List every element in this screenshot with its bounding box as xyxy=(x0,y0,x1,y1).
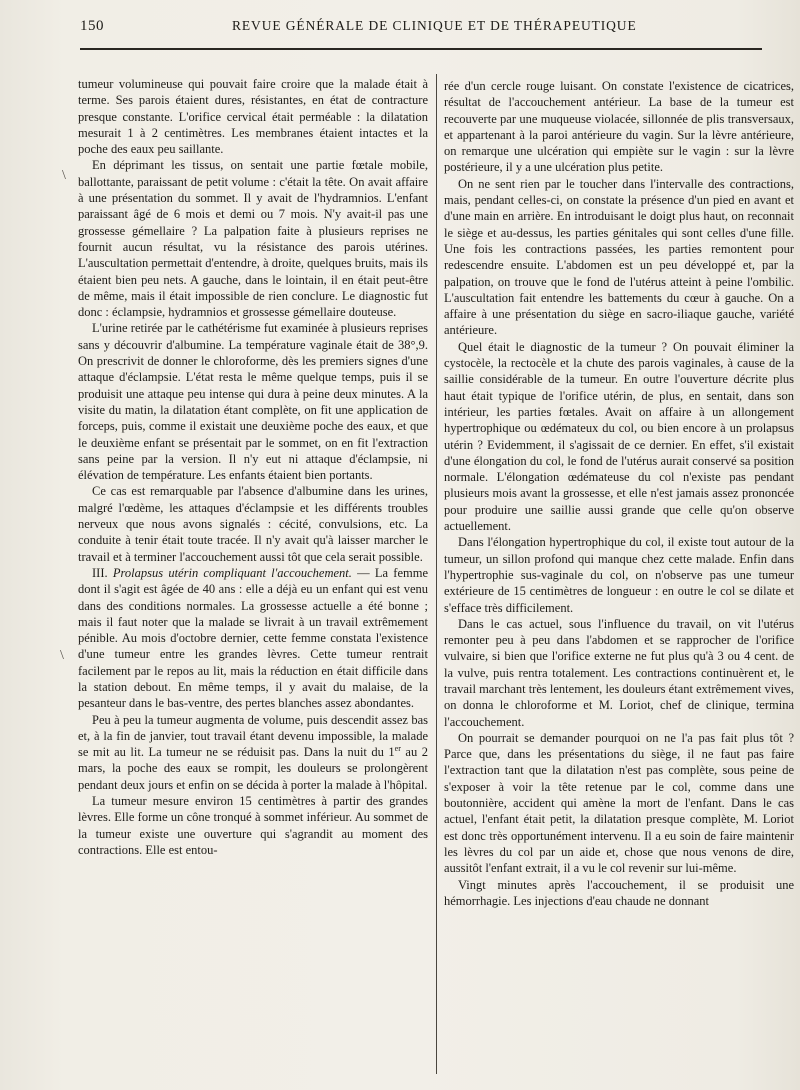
paragraph-text: Peu à peu la tumeur augmenta de volume, puis descendit assez bas et, à la fin de janvier, tout travail étant devenu impossible, la malade se mit au lit. La tumeur ne se réduisit pas. Dans la nuit du 1 xyxy=(78,712,428,760)
paragraph: La tumeur mesure environ 15 centimètres à partir des grandes lèvres. Elle forme un cône tronqué à sommet inférieur. Au sommet de la tumeur existe une ouverture qui s'agrandit au moment des contractions. Elle est entou- xyxy=(78,794,428,857)
paragraph: Quel était le diagnostic de la tumeur ? On pouvait éliminer la cystocèle, la rectocèle et la chute des parois vaginales, à cause de la saillie considérable de la tumeur. En outre l'ouverture décrite plus haut était typique de l'orifice utérin, de plus, en sentait, dans son intérieur, les parties fœtales. Avait on affaire à un allongement hypertrophique ou œdémateux du col, ou bien encore à un prolapsus utérin ? Evidemment, il s'agissait de ce dernier. En effet, s'il existait d'une élongation du col, le fond de l'utérus aurait conservé sa position normale. L'élongation œdémateuse du col n'existe pas pendant plusieurs mois avant la grossesse, et elle n'est jamais assez prononcée pour produire une saillie aussi grande que celle qu'on observe actuellement. xyxy=(444,339,794,534)
paragraph: Vingt minutes après l'accouchement, il se produisit une hémorrhagie. Les injections d'eau chaude ne donnant xyxy=(444,877,794,908)
paragraph: rée d'un cercle rouge luisant. On constate l'existence de cicatrices, résultat de l'accouchement antérieur. La base de la tumeur est recouverte par une muqueuse violacée, sillonnée de plis transversaux, et appartenant à la paroi antérieure du vagin. Sur la lèvre antérieure, on remarque une ulcération qui empiète sur le vagin : sur la lèvre postérieure, il y a une ulcération plus petite. xyxy=(444,79,794,175)
section-paragraph xyxy=(78,565,428,712)
paragraph xyxy=(78,712,428,793)
margin-mark: \ xyxy=(62,168,66,183)
paragraph: En déprimant les tissus, on sentait une partie fœtale mobile, ballottante, paraissant de petit volume : c'était la tête. On avait affaire à une présentation du sommet. Il y avait de l'hydramnios. L'enfant paraissant âgé de 6 mois et demi ou 7 mois. N'y avait-il pas une grossesse gémellaire ? La palpation faite à plusieurs reprises ne fournit aucun résultat, vu la résistance des parois utérines. L'auscultation permettait d'entendre, à droite, quelques bruits, mais ils étaient bien peu nets. A gauche, dans le lointain, il en était peut-être de même, mais il était impossible de rien conclure. Le diagnostic fut donc : éclampsie, hydramnios et grossesse gémellaire douteuse. xyxy=(78,158,428,320)
paragraph-text: au 2 mars, la poche des eaux se rompit, les douleurs se prolongèrent pendant deux jours et enfin on se décida à porter la malade à l'hôpital. xyxy=(78,745,428,792)
section-numeral: III. xyxy=(92,565,108,580)
paragraph: Dans le cas actuel, sous l'influence du travail, on vit l'utérus remonter peu à peu dans l'abdomen et se rapprocher de l'orifice vulvaire, si bien que l'orifice externe ne fut plus qu'à 3 ou 4 cent. de la vulve, puis rentra totalement. Les contractions continuèrent et, le travail marchant très lentement, les douleurs étant extrêmement vives, on donna le chloroforme et M. Loriot, chef de clinique, termina l'accouchement. xyxy=(444,616,794,729)
header-rule xyxy=(80,48,762,50)
section-text: — La femme dont il s'agit est âgée de 40 ans : elle a déjà eu un enfant qui est venu dans des conditions normales. La grossesse actuelle a été bonne ; mais il faut noter que la malade se livrait à un travail extrêmement pénible. Au mois d'octobre dernier, cette femme constata l'existence d'une tumeur entre les grandes lèvres. Cette tumeur rentrait facilement par le repos au lit, mais la réduction en était difficile dans la station debout. En même temps, il y avait du malaise, de la pesanteur dans le bas-ventre, des pertes blanches assez abondantes. xyxy=(78,565,429,711)
margin-mark: \ xyxy=(60,648,64,663)
paragraph: tumeur volumineuse qui pouvait faire croire que la malade était à terme. Ses parois étaient dures, résistantes, en état de contracture presque constante. L'orifice cervical était perméable : la dilatation mesurait 1 à 2 centimètres. Les membranes étaient intactes et la poche des eaux peu saillante. xyxy=(78,77,428,157)
column-rule xyxy=(436,74,437,1074)
running-title: REVUE GÉNÉRALE DE CLINIQUE ET DE THÉRAPEUTIQUE xyxy=(232,18,637,33)
superscript: er xyxy=(394,744,401,754)
paragraph: On ne sent rien par le toucher dans l'intervalle des contractions, mais, pendant celles-ci, on constate la présence d'un pied en avant et d'une main en arrière. En introduisant le doigt plus haut, on reconnait le siège et au-dessus, les parties génitales qui sont celles d'une fille. Une fois les contractions passées, les parties remontent pour redescendre ensuite. L'abdomen est un peu développé et, par la palpation, on trouve que le fond de l'utérus atteint à peine l'ombilic. L'auscultation fait entendre les battements du cœur à gauche. On a affaire à une présentation du siège en sacro-iliaque gauche, variété antérieure. xyxy=(444,176,794,338)
left-column xyxy=(78,76,428,858)
paragraph: On pourrait se demander pourquoi on ne l'a pas fait plus tôt ? Parce que, dans les présentations du siège, il ne faut pas faire l'extraction tant que la dilatation n'est pas complète, sous peine de s'exposer à voir la tête retenue par le col, comme dans une boutonnière, accident qui amène la mort de l'enfant. Dans le cas actuel, l'enfant était petit, la dilatation presque complète, M. Loriot est donc très opportunément intervenu. Il a eu soin de faire maintenir les lèvres du col par un aide et, chose que nous venons de dire, aussitôt l'enfant extrait, il a vu le col revenir sur lui-même. xyxy=(444,730,794,876)
paragraph: Dans l'élongation hypertrophique du col, il existe tout autour de la tumeur, un sillon profond qui manque chez cette malade. Enfin dans l'hypertrophie sus-vaginale du col, on n'observe pas une tumeur extérieure de 15 centimètres de longueur : en outre le col se dilate et s'efface très difficilement. xyxy=(444,535,794,615)
section-title: Prolapsus utérin compliquant l'accouchement. xyxy=(112,565,352,580)
paragraph: Ce cas est remarquable par l'absence d'albumine dans les urines, malgré l'œdème, les attaques d'éclampsie et les différents troubles nerveux que nous avons signalés : cécité, convulsions, etc. La conduite à tenir était toute tracée. Il n'y avait qu'à laisser marcher le travail et à terminer l'accouchement aussi tôt que cela serait possible. xyxy=(78,484,428,564)
page-number: 150 xyxy=(80,18,104,34)
page-header xyxy=(80,18,760,40)
paragraph: L'urine retirée par le cathétérisme fut examinée à plusieurs reprises sans y découvrir d'albumine. La température vaginale était de 38°,9. On prescrivit de donner le chloroforme, dès les premiers signes d'une attaque d'éclampsie. L'état resta le même quelque temps, puis il se produisit une attaque peu intense qui dura à peine deux minutes. A la visite du matin, la dilatation étant complète, on fit une application de forceps, puis, comme il existait une deuxième poche des eaux, et que le deuxième enfant se présentait par le sommet, on en fit l'extraction sans peine par la version. Il n'y eut ni attaque d'éclampsie, ni élévation de température. Les enfants étaient bien portants. xyxy=(78,321,428,483)
right-column xyxy=(444,78,794,909)
